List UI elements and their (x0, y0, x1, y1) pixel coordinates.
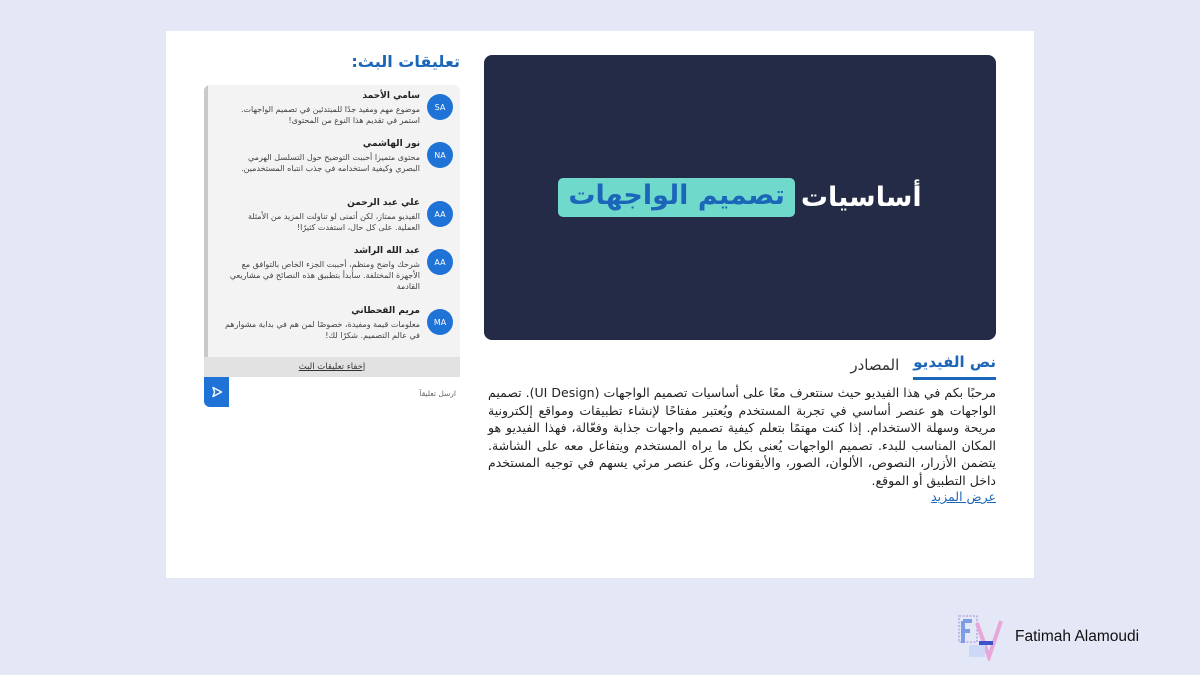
tab-transcript[interactable]: نص الفيديو (913, 353, 996, 380)
comment-item (216, 242, 460, 302)
transcript-text: مرحبًا بكم في هذا الفيديو حيث سنتعرف معًا على أساسيات تصميم الواجهات (UI Design). تصميم الواجهات هو عنصر أساسي في تجربة المستخدم ويُعتبر مفتاحًا لإنشاء تطبيقات ومواقع إلكترونية مريحة وسهلة الاستخدام. إذا كنت مهتمًا بتعلم كيفية تصميم واجهات جذابة وفعّالة، فهذا الفيديو هو المكان المناسب للبدء. تصميم الواجهات يُعنى بكل ما يراه المستخدم ويتفاعل معه على الشاشة. يتضمن الأزرار، النصوص، الألوان، الصور، والأيقونات، وكل عنصر مرئي يسهم في توجيه المستخدم داخل التطبيق أو الموقع. (488, 385, 997, 488)
avatar: MA (427, 309, 453, 335)
hide-comments-button[interactable]: إخفاء تعليقات البث (204, 357, 460, 377)
comments-title: تعليقات البث: (351, 52, 460, 71)
comment-author: سامي الأحمد (362, 91, 420, 101)
brand-name: Fatimah Alamoudi (1015, 628, 1140, 645)
comment-item (216, 135, 460, 195)
brand (957, 612, 1177, 662)
video-title (558, 178, 921, 217)
content-tabs (838, 348, 996, 380)
show-more-link[interactable]: عرض المزيد (931, 489, 996, 504)
video-player[interactable] (484, 55, 996, 340)
comment-text: شرحك واضح ومنظم، أحببت الجزء الخاص بالتوافق مع الأجهزة المختلفة. سأبدأ بتطبيق هذه النصائح في مشاريعي القادمة (229, 260, 420, 291)
comment-author: عبد الله الراشد (353, 246, 420, 256)
tab-sources[interactable]: المصادر (850, 356, 900, 374)
video-title-plain: أساسيات (800, 182, 922, 213)
avatar: AA (427, 249, 453, 275)
comment-author: علي عبد الرحمن (347, 198, 420, 208)
comment-text: الفيديو ممتاز، لكن أتمنى لو تناولت المزيد من الأمثلة العملية. على كل حال، استفدت كثيرًا! (247, 212, 420, 232)
avatar: SA (427, 94, 453, 120)
comment-text: محتوى متميزا أحببت التوضيح حول التسلسل الهرمي البصري وكيفية استخدامه في جذب انتباه المستخدمين. (241, 153, 420, 173)
comments-list[interactable] (204, 85, 460, 357)
video-title-highlight: تصميم الواجهات (558, 178, 795, 217)
comments-panel (204, 85, 460, 407)
comment-input[interactable] (232, 377, 458, 407)
comment-author: مريم القحطاني (351, 306, 420, 316)
comment-text: موضوع مهم ومفيد جدًا للمبتدئين في تصميم الواجهات. استمر في تقديم هذا النوع من المحتوى! (240, 105, 420, 125)
brand-logo-icon (957, 613, 1005, 661)
comment-item (216, 302, 460, 362)
comment-input-row (204, 377, 460, 407)
send-icon (211, 386, 223, 398)
comment-text: معلومات قيمة ومفيدة، خصوصًا لمن هم في بداية مشوارهم في عالم التصميم. شكرًا لك! (224, 320, 420, 340)
avatar: NA (427, 142, 453, 168)
send-button[interactable] (204, 377, 229, 407)
comment-author: نور الهاشمي (362, 139, 420, 149)
avatar: AA (427, 201, 453, 227)
